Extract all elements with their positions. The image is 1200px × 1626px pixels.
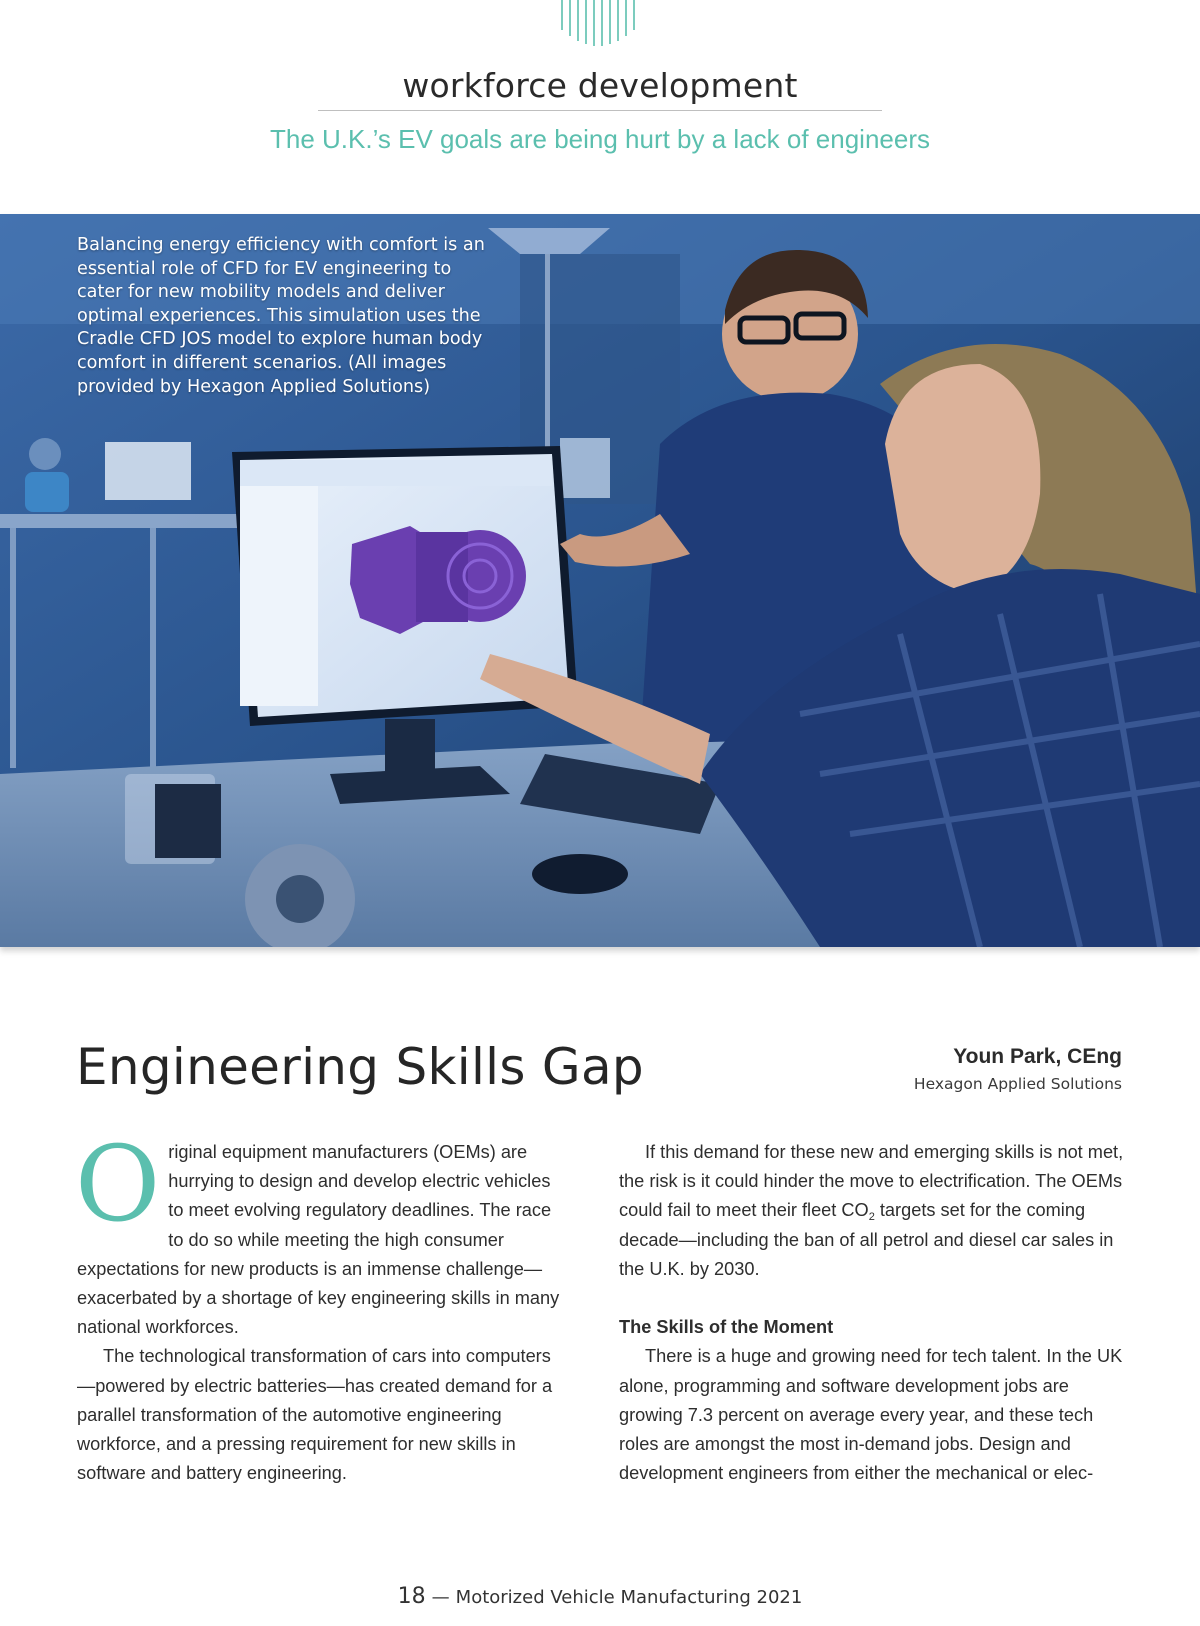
author-affiliation: Hexagon Applied Solutions — [913, 1075, 1122, 1093]
paragraph-text: riginal equipment manufacturers (OEMs) are hurrying to design and develop electric vehicles to meet evolving regulatory deadlines. The race to do so while meeting the high consumer expectations for new products is an immense challenge—exacerbated by a shortage of key engineering skills in many national workforces. — [77, 1142, 560, 1338]
photo-caption: Balancing energy efficiency with comfort is an essential role of CFD for EV engineering to cater for new mobility models and deliver optimal experiences. This simulation uses the Cradle CFD JOS model to explore human body comfort in different scenarios. (All images provided by Hexagon Applied Solutions) — [77, 235, 485, 397]
article-column-left — [75, 1123, 569, 1488]
paragraph-text: targets set for the coming decade—including the ban of all petrol and diesel car sales in the U.K. by 2030. — [619, 1200, 1114, 1279]
subscript: 2 — [868, 1211, 875, 1224]
author-name: Youn Park, CEng — [953, 1045, 1122, 1068]
section-label: workforce development — [402, 66, 798, 105]
page-footer — [0, 1584, 1200, 1609]
footer-separator: — — [431, 1587, 450, 1608]
section-subheading: The Skills of the Moment — [619, 1317, 834, 1338]
page-number: 18 — [397, 1584, 426, 1609]
paragraph-text: If this demand for these new and emerging skills is not met, the risk is it could hinder the move to electrification. The OEMs could fail to meet their fleet CO — [619, 1142, 1124, 1221]
paragraph: The technological transformation of cars into computers—powered by electric batteries—has created demand for a parallel transformation of the automotive engineering workforce, and a pressing requirement for new skills in software and battery engineering. — [77, 1346, 553, 1484]
drop-cap: O — [75, 1123, 161, 1245]
decorative-lines-icon — [555, 0, 645, 48]
publication-name: Motorized Vehicle Manufacturing 2021 — [455, 1587, 803, 1608]
article-title: Engineering Skills Gap — [76, 1038, 644, 1096]
byline — [914, 1042, 1122, 1096]
article-subtitle: The U.K.’s EV goals are being hurt by a lack of engineers — [269, 124, 930, 154]
article-column-right — [619, 1138, 1124, 1488]
paragraph — [75, 1123, 569, 1342]
paragraph — [619, 1138, 1124, 1284]
paragraph: There is a huge and growing need for tech talent. In the UK alone, programming and software development jobs are growing 7.3 percent on average every year, and these tech roles are amongst the most in-demand jobs. Design and development engineers from either the mechanical or elec- — [619, 1346, 1123, 1484]
section-divider — [318, 110, 882, 111]
